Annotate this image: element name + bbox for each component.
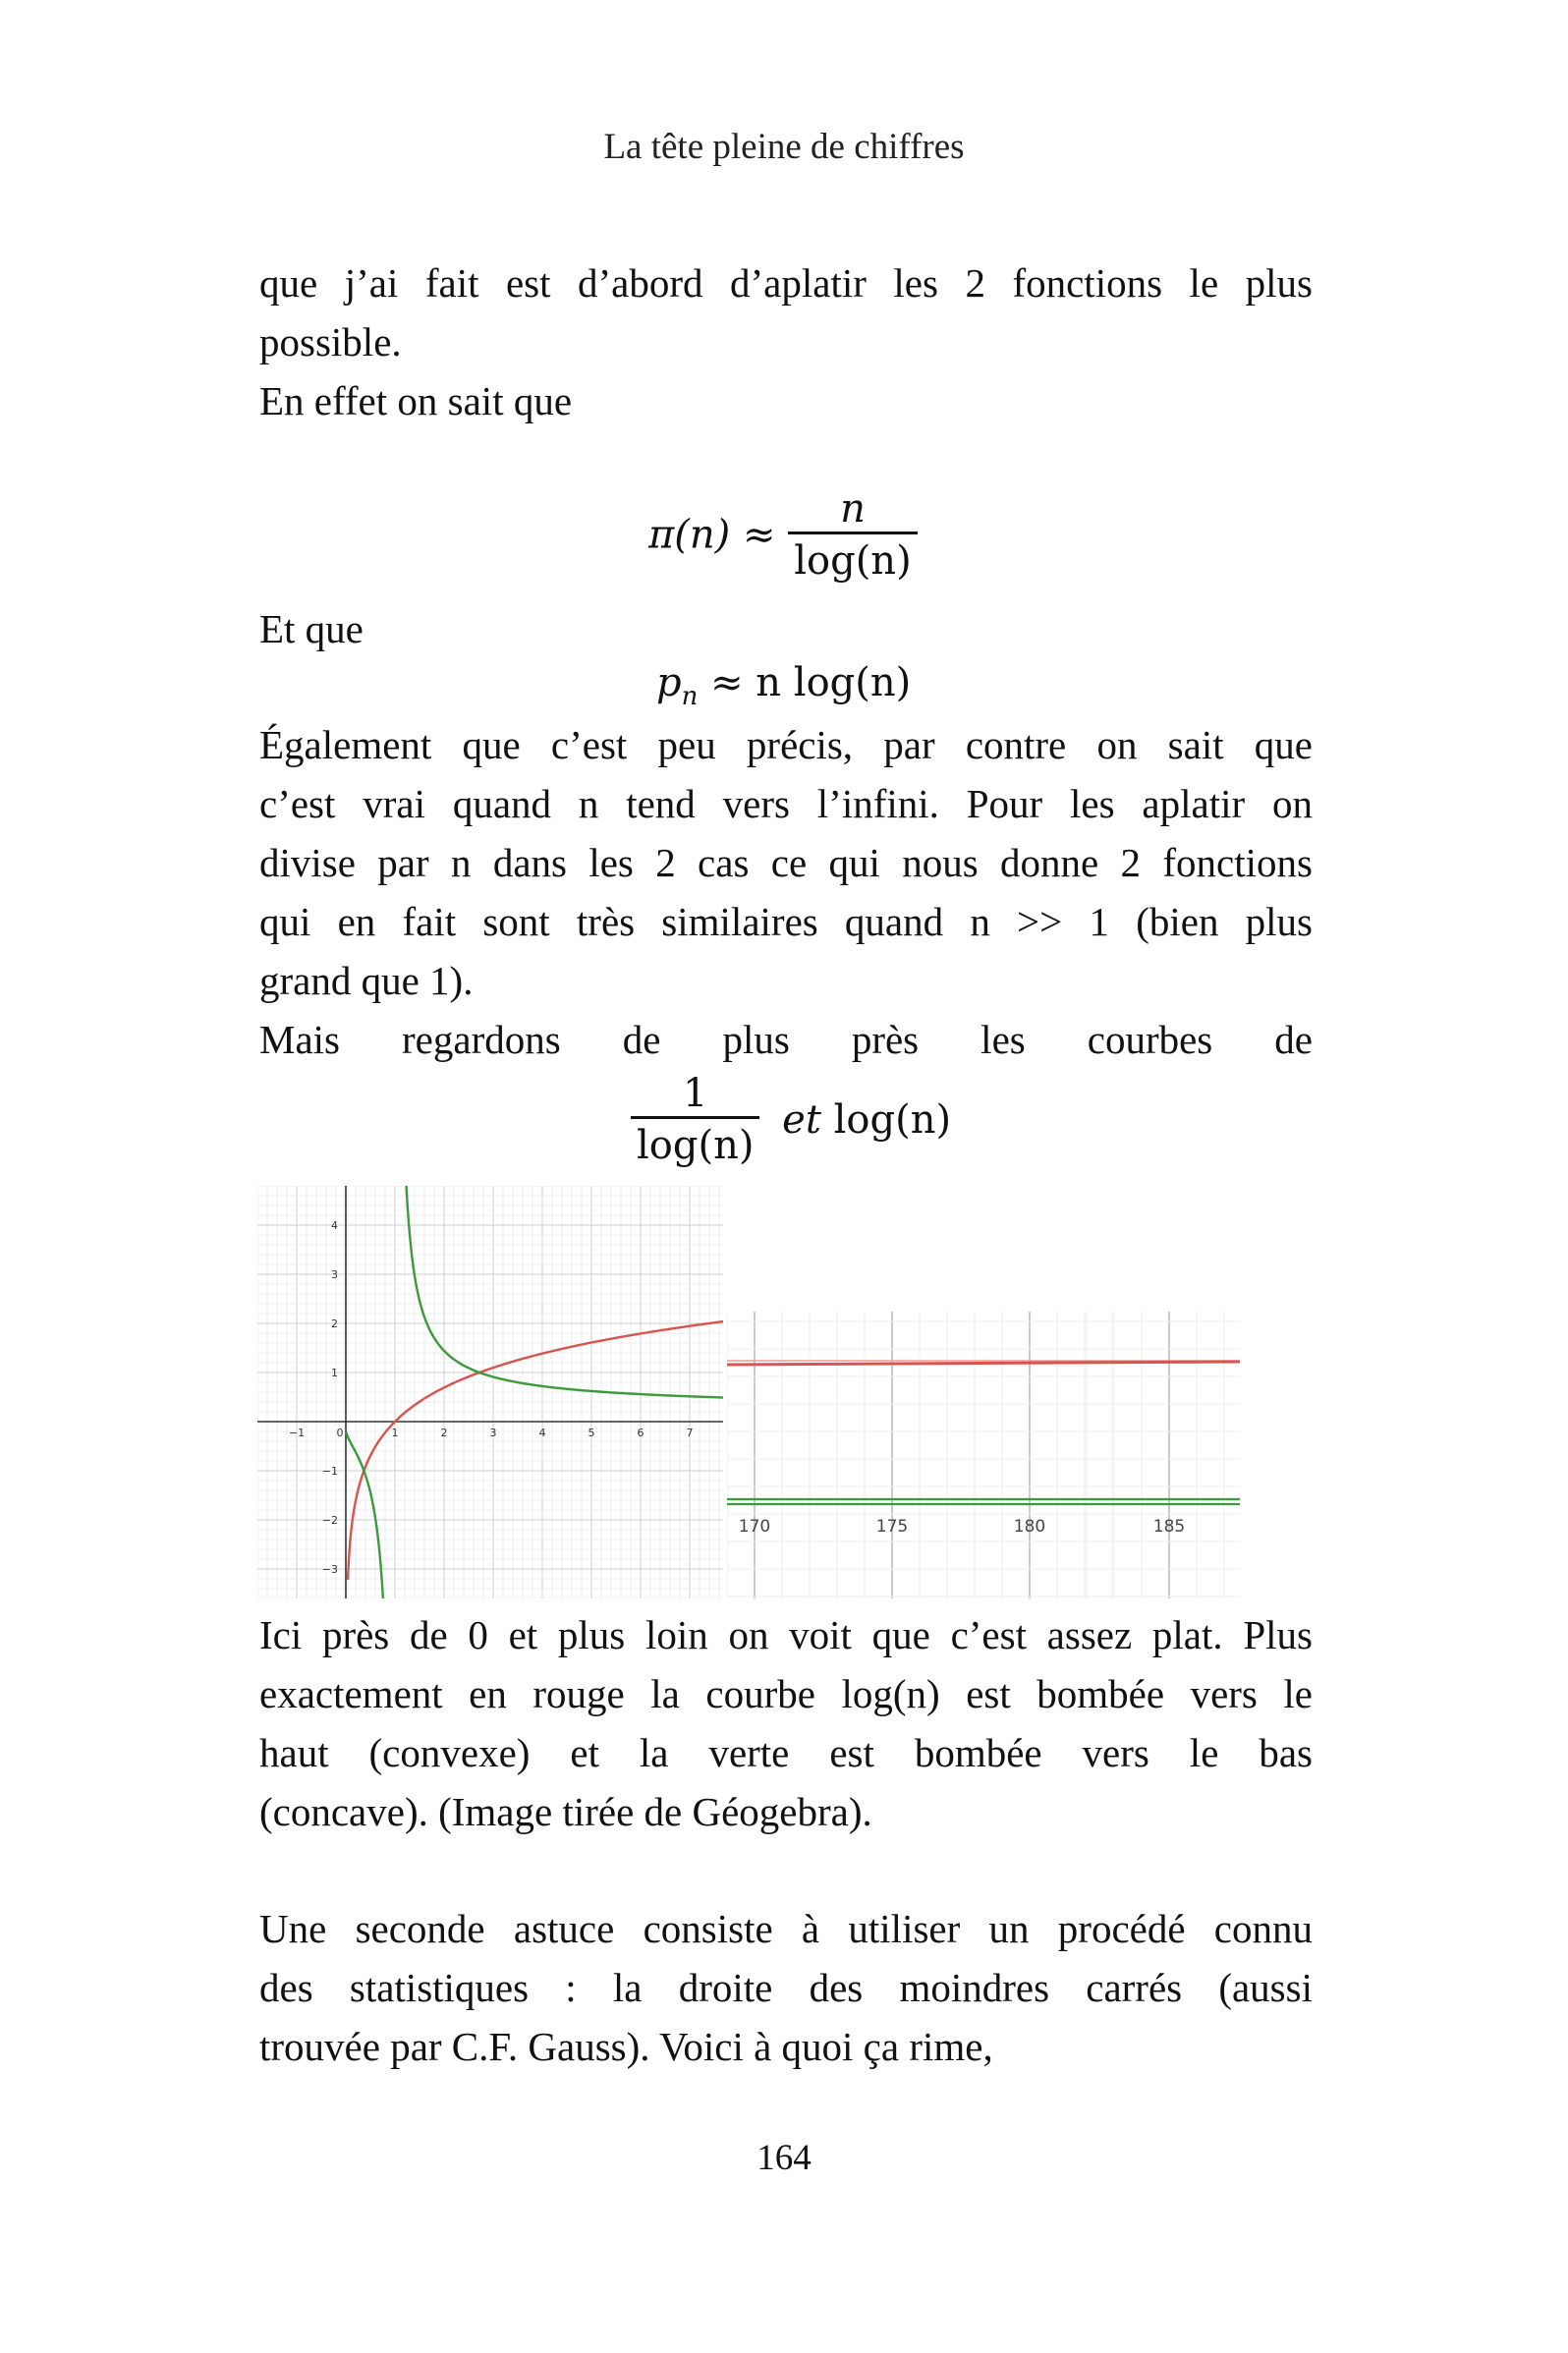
text-line: possible.	[259, 319, 402, 364]
x-tick-label: 185	[1152, 1517, 1186, 1537]
x-tick-label: 5	[588, 1427, 595, 1439]
x-tick-label: 6	[637, 1427, 644, 1439]
text-line: Également que c’est peu précis, par contre on sait que	[259, 722, 1313, 767]
text-line: Mais regardons de plus près les courbes de	[259, 1017, 1313, 1062]
text-line: grand que 1).	[259, 958, 474, 1003]
y-tick-label: 4	[331, 1219, 338, 1232]
graph-right-far	[727, 1312, 1240, 1598]
x-tick-label: 180	[1013, 1517, 1046, 1537]
page-number: 164	[756, 2138, 812, 2178]
text-line: des statistiques : la droite des moindres carrés (aussi	[259, 1965, 1313, 2010]
text-line: que j’ai fait est d’abord d’aplatir les 2 fonctions le plus	[259, 260, 1313, 306]
fraction-numerator: n	[840, 486, 866, 532]
equation-connector: et	[782, 1096, 821, 1143]
paragraph-figure-caption	[259, 1605, 1313, 1841]
text-line: haut (convexe) et la verte est bombée vers le bas	[259, 1730, 1313, 1775]
y-tick-label: 3	[331, 1268, 338, 1281]
x-tick-label: 170	[738, 1517, 771, 1537]
x-tick-label: 3	[489, 1427, 497, 1439]
equation-lhs: π(n) ≈	[648, 512, 776, 558]
text-line: Ici près de 0 et plus loin on voit que c’est assez plat. Plus	[259, 1612, 1313, 1657]
x-tick-label: 175	[875, 1517, 909, 1537]
y-tick-label: 2	[331, 1317, 338, 1330]
equation-subscript: n	[681, 682, 699, 711]
text-line: trouvée par C.F. Gauss). Voici à quoi ça rime,	[259, 2024, 993, 2069]
y-tick-label: −1	[321, 1465, 338, 1478]
paragraph-least-squares	[259, 1899, 1313, 2076]
text-line: Une seconde astuce consiste à utiliser un procédé connu	[259, 1906, 1313, 1951]
text-line: divise par n dans les 2 cas ce qui nous donne 2 fonctions	[259, 840, 1313, 885]
equation-rhs: log(n)	[833, 1096, 952, 1143]
fraction-denominator: log(n)	[631, 1116, 759, 1168]
running-header: La tête pleine de chiffres	[603, 127, 965, 167]
text-line: Et que	[259, 606, 364, 651]
x-tick-label: −1	[288, 1427, 306, 1439]
y-tick-label: 1	[331, 1367, 338, 1379]
paragraph-intro	[259, 253, 1313, 430]
equation-rhs: ≈ n log(n)	[710, 660, 912, 705]
equation-fraction	[788, 486, 917, 584]
text-line: qui en fait sont très similaires quand n >> 1 (bien plus	[259, 899, 1313, 944]
x-tick-label: 7	[686, 1427, 694, 1439]
paragraph-et-que	[259, 599, 1313, 658]
text-line: (concave). (Image tirée de Géogebra).	[259, 1789, 872, 1834]
text-line: En effet on sait que	[259, 378, 573, 423]
equation-p: p	[656, 660, 682, 705]
y-tick-label: −2	[321, 1514, 338, 1527]
equation-two-functions	[631, 1071, 951, 1168]
x-tick-label: 1	[391, 1427, 399, 1439]
y-tick-label: −3	[321, 1563, 338, 1576]
x-tick-label: 0	[336, 1427, 344, 1439]
text-line: c’est vrai quand n tend vers l’infini. Pour les aplatir on	[259, 781, 1313, 826]
equation-prime-counting	[648, 486, 918, 584]
graph-left-near-zero	[257, 1186, 723, 1598]
x-tick-label: 2	[440, 1427, 448, 1439]
fraction-denominator: log(n)	[788, 532, 917, 584]
fraction-numerator: 1	[683, 1071, 708, 1116]
text-line: exactement en rouge la courbe log(n) est bombée vers le	[259, 1671, 1313, 1716]
x-tick-label: 4	[538, 1427, 546, 1439]
equation-fraction	[631, 1071, 759, 1168]
equation-nth-prime	[656, 660, 911, 711]
paragraph-explanation	[259, 715, 1313, 1069]
